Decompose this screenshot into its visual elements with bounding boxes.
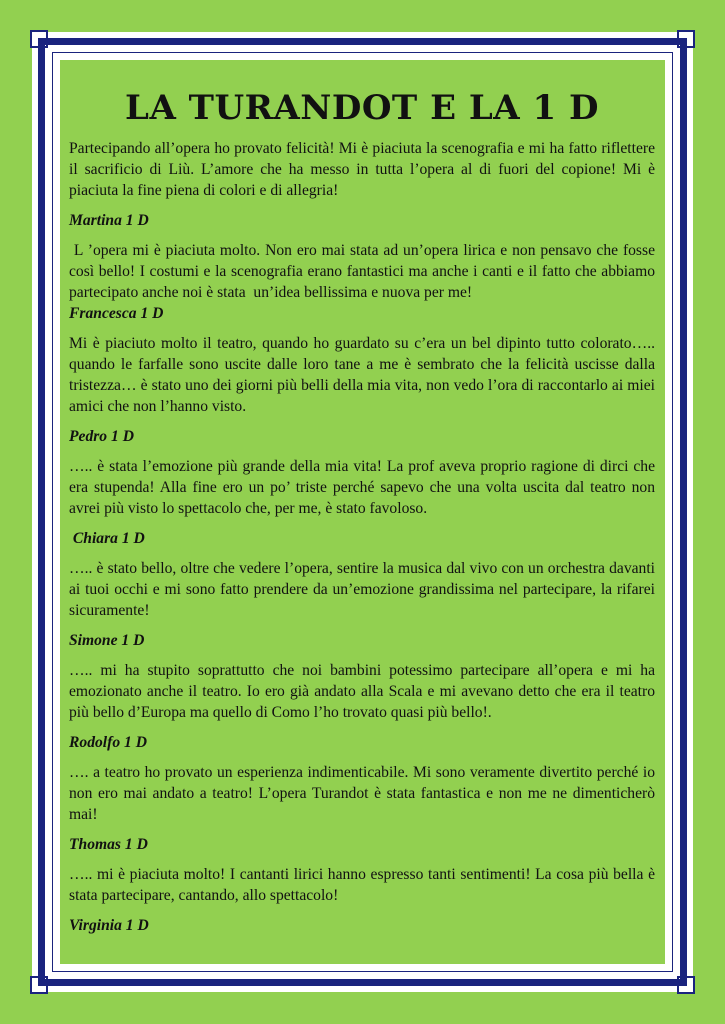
corner-ornament-top-right xyxy=(677,30,695,48)
corner-ornament-top-left xyxy=(30,30,48,48)
content-panel xyxy=(60,60,665,964)
testimonial-text: Mi è piaciuto molto il teatro, quando ho guardato su c’era un bel dipinto tutto colorato….. quando le farfalle sono uscite dalle loro tane a me è sembrato che la felicità uscisse dalla tristezza… è stato uno dei giorni più belli della mia vita, non vedo l’ora di raccontarlo ai miei amici che non l’hanno visto. xyxy=(69,335,655,415)
page-title: LA TURANDOT E LA 1 D xyxy=(125,88,599,128)
testimonial-text: …. a teatro ho provato un esperienza indimenticabile. Mi sono veramente divertito perché io non ero mai andato a teatro! L’opera Turandot è stata fantastica e non me ne dimenticherò mai! xyxy=(69,764,655,823)
corner-ornament-bottom-left xyxy=(30,976,48,994)
testimonial-author: Francesca 1 D xyxy=(69,305,164,322)
testimonial-author: Thomas 1 D xyxy=(69,836,148,853)
testimonial-author: Rodolfo 1 D xyxy=(69,734,147,751)
testimonial-author: Virginia 1 D xyxy=(69,917,149,934)
corner-ornament-bottom-right xyxy=(677,976,695,994)
testimonial-text: Partecipando all’opera ho provato felicità! Mi è piaciuta la scenografia e mi ha fatto riflettere il sacrificio di Liù. L’amore che ha messo in tutta l’opera al di fuori del copione! Mi è piaciuta la fine piena di colori e di allegria! xyxy=(69,140,655,199)
testimonial-text: ….. mi è piaciuta molto! I cantanti lirici hanno espresso tanti sentimenti! La cosa più bella è stata partecipare, cantando, allo spettacolo! xyxy=(69,866,655,904)
testimonial-author: Simone 1 D xyxy=(69,632,145,649)
testimonial-text: ….. è stata l’emozione più grande della mia vita! La prof aveva proprio ragione di dirci che era stupenda! Alla fine ero un po’ triste perché sapevo che una volta uscita dal teatro non avrei più visto lo spettacolo che, per me, è stato favoloso. xyxy=(69,458,655,517)
testimonial-author: Martina 1 D xyxy=(69,212,149,229)
testimonial-text: ….. è stato bello, oltre che vedere l’opera, sentire la musica dal vivo con un orchestra davanti ai tuoi occhi e mi sono fatto prendere da un’emozione grandissima nel partecipare, la rifarei sicuramente! xyxy=(69,560,655,619)
testimonial-author: Pedro 1 D xyxy=(69,428,134,445)
testimonial-author: Chiara 1 D xyxy=(69,530,145,547)
testimonial-text: ….. mi ha stupito soprattutto che noi bambini potessimo partecipare all’opera e mi ha emozionato anche il teatro. Io ero già andato alla Scala e mi avevano detto che era il teatro più bello d’Europa ma quello di Como l’ho trovato quasi più bello!. xyxy=(69,662,655,721)
testimonial-text: L ’opera mi è piaciuta molto. Non ero mai stata ad un’opera lirica e non pensavo che fosse così bello! I costumi e la scenografia erano fantastici ma anche i canti e il fatto che abbiamo partecipato anche noi è stata un’idea bellissima e nuova per me! xyxy=(69,242,659,301)
